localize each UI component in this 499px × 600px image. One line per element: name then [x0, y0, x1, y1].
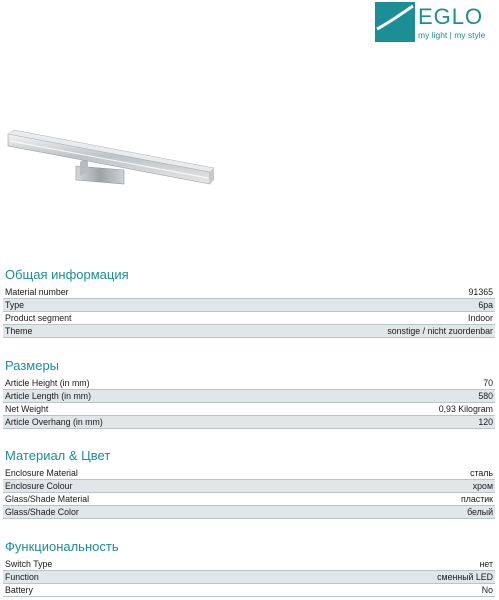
row-value: белый: [352, 506, 495, 519]
row-value: 0,93 Kilogram: [438, 404, 493, 414]
row-label: Article Overhang (in mm): [3, 416, 316, 429]
table-row: [3, 506, 495, 519]
table-row: [3, 403, 495, 416]
row-value: Indoor: [468, 313, 493, 323]
row-label: Glass/Shade Material: [5, 494, 90, 504]
row-label: Article Length (in mm): [3, 390, 316, 403]
row-label: Enclosure Colour: [3, 480, 352, 493]
section-title-material-color: Материал & Цвет: [5, 448, 111, 463]
table-row: [3, 493, 495, 506]
section-title-functionality: Функциональность: [5, 539, 119, 554]
row-label: Net Weight: [5, 404, 49, 414]
row-value: 91365: [468, 287, 493, 297]
table-row: [3, 571, 495, 584]
brand-tagline: my light | my style: [418, 30, 486, 40]
row-value: 6pa: [196, 299, 495, 312]
row-value: sonstige / nicht zuordenbar: [196, 325, 495, 338]
row-value: 580: [316, 390, 495, 403]
table-row: [3, 467, 495, 480]
table-row: [3, 416, 495, 429]
row-value: пластик: [461, 494, 493, 504]
mirror-lamp-image: [6, 126, 214, 192]
row-label: Theme: [3, 325, 196, 338]
eglo-logo: [375, 2, 495, 42]
material-color-table: [3, 467, 495, 519]
section-title-dimensions: Размеры: [5, 358, 60, 373]
table-row: [3, 286, 495, 299]
table-row: [3, 558, 495, 571]
row-value: нет: [479, 559, 493, 569]
section-title-general: Общая информация: [5, 267, 129, 282]
row-label: Function: [3, 571, 230, 584]
row-label: Material number: [5, 287, 69, 297]
row-label: Switch Type: [5, 559, 53, 569]
row-value: хром: [352, 480, 495, 493]
row-value: 70: [483, 378, 493, 388]
brand-name: EGLO: [418, 4, 484, 29]
table-row: [3, 377, 495, 390]
table-row: [3, 325, 495, 338]
row-label: Battery: [5, 585, 33, 595]
functionality-table: [3, 558, 495, 597]
row-value: No: [481, 585, 493, 595]
row-label: Glass/Shade Color: [3, 506, 352, 519]
row-value: сталь: [470, 468, 493, 478]
eglo-logo-mark: [375, 2, 415, 42]
table-row: [3, 480, 495, 493]
row-value: сменный LED: [230, 571, 495, 584]
row-label: Enclosure Material: [5, 468, 78, 478]
table-row: [3, 299, 495, 312]
row-label: Type: [3, 299, 196, 312]
dimensions-table: [3, 377, 495, 429]
table-row: [3, 584, 495, 597]
row-label: Article Height (in mm): [5, 378, 90, 388]
general-info-table: [3, 286, 495, 338]
row-value: 120: [316, 416, 495, 429]
row-label: Product segment: [5, 313, 72, 323]
table-row: [3, 312, 495, 325]
table-row: [3, 390, 495, 403]
